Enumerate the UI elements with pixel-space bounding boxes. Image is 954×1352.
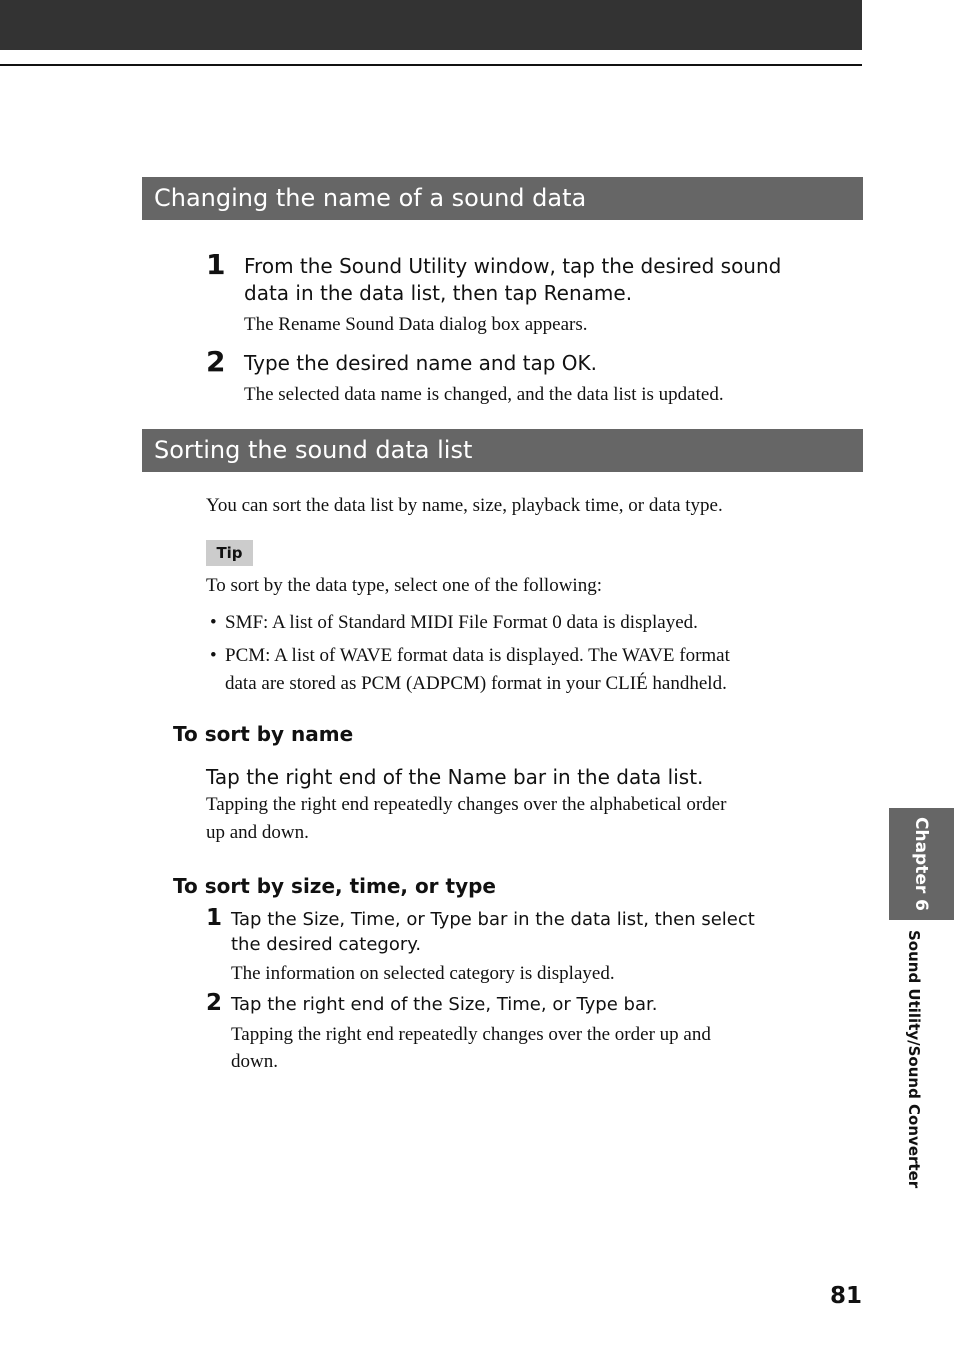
step-instruction: Tap the Size, Time, or Type bar in the data list, then select [231, 909, 755, 930]
bullet-item: PCM: A list of WAVE format data is displayed. The WAVE format [225, 645, 730, 666]
result-text: Tapping the right end repeatedly changes over the alphabetical order [206, 794, 727, 815]
bullet-icon: • [210, 645, 217, 666]
step-number: 1 [206, 905, 223, 931]
step-result: The selected data name is changed, and the data list is updated. [244, 384, 724, 405]
section-heading-changing-name: Changing the name of a sound data [142, 177, 863, 220]
header-bar [0, 0, 862, 50]
section-heading-sorting: Sorting the sound data list [142, 429, 863, 472]
running-head: Sound Utility/Sound Converter [905, 930, 923, 1189]
tip-badge: Tip [206, 540, 253, 566]
header-rule [0, 64, 862, 66]
tip-text: To sort by the data type, select one of the following: [206, 575, 602, 596]
chapter-label: Chapter 6 [911, 816, 932, 911]
step-result: The information on selected category is displayed. [231, 963, 615, 984]
bullet-item-continued: data are stored as PCM (ADPCM) format in your CLIÉ handheld. [225, 673, 727, 694]
step-instruction: data in the data list, then tap Rename. [244, 281, 633, 305]
step-result: Tapping the right end repeatedly changes over the order up and [231, 1024, 711, 1045]
instruction-text: Tap the right end of the Name bar in the data list. [206, 765, 704, 789]
step-result: The Rename Sound Data dialog box appears. [244, 314, 588, 335]
bullet-icon: • [210, 612, 217, 633]
step-instruction: the desired category. [231, 934, 422, 955]
step-instruction: From the Sound Utility window, tap the desired sound [244, 254, 782, 278]
step-result: down. [231, 1051, 278, 1072]
step-instruction: Type the desired name and tap OK. [244, 351, 598, 375]
subheading-sort-by-name: To sort by name [173, 722, 354, 746]
subheading-sort-by-size: To sort by size, time, or type [173, 874, 496, 898]
bullet-item: SMF: A list of Standard MIDI File Format 0 data is displayed. [225, 612, 698, 633]
intro-paragraph: You can sort the data list by name, size, playback time, or data type. [206, 495, 723, 516]
page-number: 81 [829, 1283, 862, 1309]
step-number: 2 [206, 345, 226, 378]
step-number: 2 [206, 990, 223, 1016]
step-instruction: Tap the right end of the Size, Time, or Type bar. [231, 994, 658, 1015]
step-number: 1 [206, 248, 226, 281]
result-text: up and down. [206, 822, 309, 843]
